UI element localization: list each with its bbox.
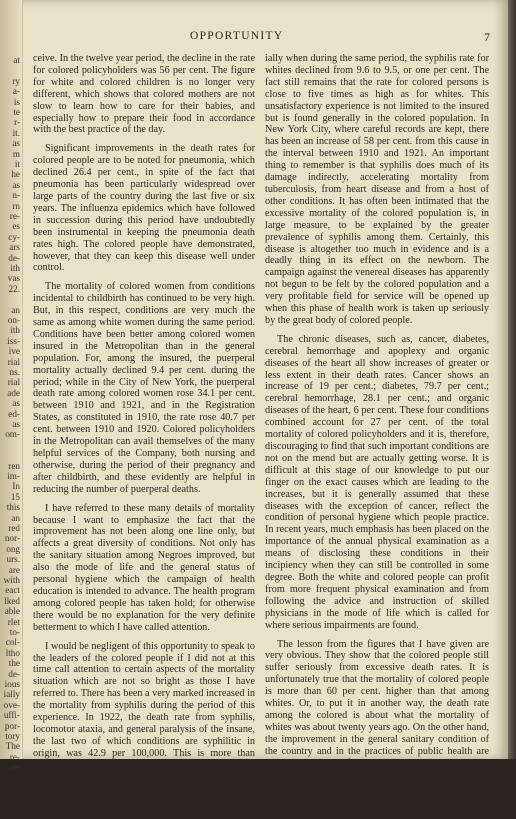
gutter-fragment: por- (4, 720, 20, 731)
gutter-fragment: an (11, 304, 20, 315)
gutter-fragment: lked (4, 595, 20, 606)
gutter-fragment: urs. (6, 554, 20, 565)
gutter-fragment: a- (12, 86, 20, 97)
gutter-fragment: rial (7, 377, 20, 388)
gutter-fragment: cy- (8, 231, 20, 242)
gutter-fragment: m (12, 148, 20, 159)
gutter-fragment: ry (12, 75, 20, 86)
gutter-fragment: as (12, 179, 20, 190)
gutter-fragment: ive (8, 346, 20, 357)
gutter-fragment: ade (7, 387, 20, 398)
gutter-fragment: es (12, 221, 20, 232)
gutter-fragment: it (14, 159, 20, 169)
gutter-fragment (0, 65, 22, 76)
gutter-fragment: om- (5, 429, 20, 440)
gutter-fragment (0, 294, 22, 305)
gutter-fragment: In (12, 481, 20, 492)
gutter-fragment (0, 440, 22, 451)
gutter-fragment: as (12, 419, 20, 429)
gutter-fragment: vas (7, 273, 20, 284)
gutter-fragment: de- (8, 668, 20, 679)
facing-page-gutter (0, 0, 23, 773)
gutter-fragment: ially (3, 689, 20, 700)
gutter-fragment: tory (5, 731, 20, 741)
gutter-fragment: r- (14, 117, 20, 128)
paragraph: The mortality of colored women from conditions incidental to childbirth has continued to be very high. But, in this respect, conditions are very much the same as among white women during the same period. Conditions have been better among colored women insured in the Metropolitan than in the general population. For, among the insured, the puerperal mortality actually declined 9.4 per cent. during the period; while in the City of New York, the puerperal death rate among colored women rose 34.1 per cent. between 1910 and 1921, and in the Registration States, as constituted in 1910, the rate rose 40.7 per cent. between 1910 and 1920. Colored policyholders in the Metropolitan can avail themselves of the many helpful services of the Company, both nursing and otherwise, during the period of their pregnancy and after childbirth, and these evidently are helpful in reducing the number of puerperal deaths. (33, 281, 255, 495)
gutter-fragment: te (13, 107, 20, 117)
paragraph: The chronic diseases, such as, cancer, diabetes, cerebral hemorrhage and apoplexy and organic diseases of the heart all show increases of greater or less extent in their death rates. Cancer shows an increase of 19 per cent.; diabetes, 79.7 per cent.; cerebral hemorrhage, 28.1 per cent.; and organic diseases of the heart, 6 per cent. These four conditions combined account for 27 per cent. of the total mortality of colored policyholders and it is, therefore, discouraging to find that such important conditions are not on the mend but are actually getting worse. It is difficult at this stage of our knowledge to put our finger on the exact causes which are leading to the increases, but it is generally assumed that these diseases with the exception of cancer, reflect the condition of personal hygiene which people practice. In recent years, much emphasis has been placed on the importance of the annual physical examination as a means of disclosing these conditions in their incipiency when they can still be controlled in some degree. Both the white and colored people can profit from more frequent physical examination and from following the advice and instruction of skilled physicians in the mode of life which is called for where serious impairments are found. (265, 333, 489, 631)
paragraph: ially when during the same period, the syphilis rate for whites declined from 9.6 to 9.5, or one per cent. The fact still remains that the rate for colored persons is close to five times as high as for whites. This unsatisfactory experience is not limited to the insured but is found generally in the colored population. In New York City, where careful records are kept, there has been an increase of 58 per cent. from this cause in the interval between 1910 and 1921. An important thing to remember is that syphilis does much of its damage indirectly, accelerating mortality from tuberculosis, from heart disease and from a host of other conditions. It has often been intimated that the excessive mortality of the colored population is, in large measure, to be explained by the greater prevalence of syphilis among them. Certainly, this disease is altogether too much in evidence and is a deadly thing in its effect on the newborn. The campaign against the venereal diseases has apparently not begun to be felt by the colored population and a very profitable field for service will be opened up when this phase of health work is taken up seriously by the great body of colored people. (265, 53, 489, 326)
gutter-fragment: ith (10, 263, 20, 273)
gutter-fragment: n- (12, 190, 20, 201)
gutter-fragment: it. (12, 127, 20, 138)
gutter-fragment: ong (6, 543, 20, 554)
paragraph: Significant improvements in the death rates for colored people are to be noted for pneumonia, which declined 26.4 per cent., in spite of the fact that pneumonia has been particularly widespread over large parts of the country during the last five or six years. The influenza epidemics which have followed in succession during this period have undoubtedly been instrumental in keeping the pneumonia death rates high. The colored people have demonstrated, however, that they can keep this disease well under control. (33, 143, 255, 274)
gutter-fragment: eact (5, 585, 20, 596)
gutter-fragment: iss- (7, 335, 20, 346)
left-column (33, 53, 255, 819)
gutter-fragment: uffi- (3, 710, 20, 721)
gutter-fragment: ns. (9, 367, 20, 377)
right-column (265, 53, 489, 805)
page-number: 7 (484, 30, 490, 44)
gutter-fragment: as (12, 398, 20, 409)
gutter-fragment: de- (8, 252, 20, 263)
gutter-fragment: as (12, 138, 20, 149)
paragraph: I would be negligent of this opportunity to speak to the leaders of the colored people if I did not at this time call attention to certain aspects of the mortality situation which are not so bright as those I have referred to. There has been a very marked increased in the mortality from syphilis during the period of this experience. In 1922, the death rate from syphilis, locomotor ataxia, and general paralysis of the insane, the last two of which conditions are syphilitic in origin, was 42.9 per 100,000. This is more than double the rate in 1911. It may well be that some of the increase is the result of franker and better reporting of these diseases by physicians, but I doubt very much whether that is sufficient to explain the increase of 110 per cent., espec- (33, 640, 255, 819)
gutter-fragment: im- (7, 471, 20, 481)
gutter-fragment: re- (9, 762, 20, 773)
gutter-fragment: ious (4, 679, 20, 689)
running-head: OPPORTUNITY (190, 30, 284, 42)
gutter-fragment: The (5, 741, 20, 752)
gutter-fragment: nor- (4, 533, 20, 544)
gutter-fragment: on- (7, 315, 20, 325)
page-header (190, 30, 490, 46)
gutter-fragment: at (13, 55, 20, 65)
gutter-fragment: ars (9, 242, 20, 253)
gutter-fragment: able (4, 606, 20, 617)
gutter-fragment: the (8, 658, 20, 669)
gutter-fragment: he (11, 169, 20, 180)
gutter-fragment: re- (9, 211, 20, 221)
paragraph: The lesson from the figures that I have given are very obvious. They show that the colored people still suffer seriously from excessive death rates. It is unfortunately true that the mortality of colored people is more than 60 per cent. higher than that among whites. Or, to put it in another way, the death rate among the colored is about what the mortality of whites was about twenty years ago. On the other hand, the improvement in the general sanitary condition of the country and in the practices of public health are making a very definite impress upon the colored people. They are showing remarkable capacity for reducing their mortality to reasonable limits. It is now largely a question of making available to (265, 638, 489, 805)
gutter-fragment: this (6, 502, 20, 513)
gutter-fragment: an (11, 512, 20, 523)
gutter-fragment: col- (5, 637, 20, 648)
gutter-fragment: ed- (8, 408, 20, 419)
gutter-fragment: ith (10, 325, 20, 336)
gutter-fragment: rial (7, 356, 20, 367)
gutter-fragment: 22. (8, 283, 20, 294)
gutter-fragment: are (8, 564, 20, 575)
gutter-fragment: to- (9, 627, 20, 637)
gutter-fragment: ltho (5, 647, 20, 658)
page-edge-shadow (508, 0, 516, 759)
gutter-fragment: rn (12, 200, 20, 211)
gutter-fragment: ove- (3, 699, 20, 710)
paragraph: ceive. In the twelve year period, the decline in the rate for colored policyholders was 56 per cent. The figure for white and colored children is no longer very different, which shows that colored mothers are not slow to learn how to care for their babies, and especially how to prepare their food in accordance with the best practice of the day. (33, 53, 255, 136)
gutter-fragment: with (3, 575, 20, 585)
paragraph: I have referred to these many details of mortality because I want to emphasize the fact that the improvement has not been along one line only, but affects a great diversity of conditions. Not only has the sanitary situation among Negroes improved, but also the mode of life and the general status of personal hygiene which the campaign of health education is intended to advance. The health program among colored people has taken hold; for otherwise there would be no explanation for the very definite betterment to which I have called attention. (33, 502, 255, 633)
gutter-fragment: is (13, 96, 20, 107)
gutter-fragment: ren (8, 460, 20, 471)
gutter-fragment: re- (9, 751, 20, 762)
gutter-fragment (0, 450, 22, 461)
gutter-fragment: rlet (7, 616, 20, 627)
gutter-fragment: 15 (10, 491, 20, 502)
gutter-fragment: red (8, 523, 20, 533)
